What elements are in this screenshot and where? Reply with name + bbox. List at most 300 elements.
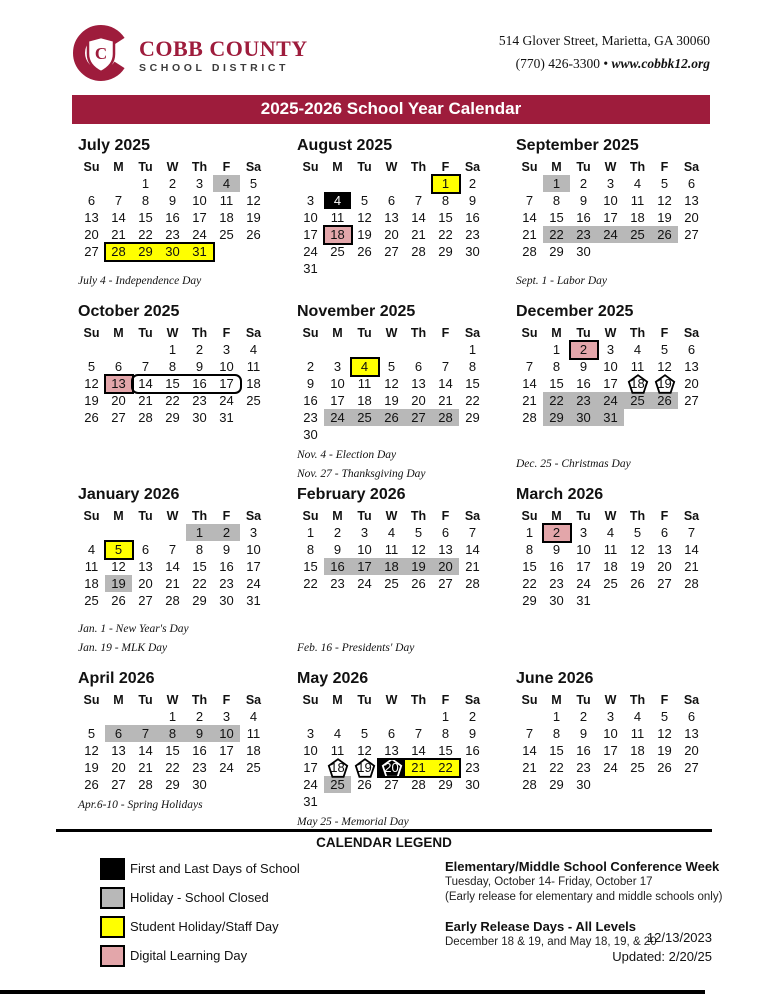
day-number: 30: [576, 777, 591, 792]
day-cell: [432, 392, 459, 409]
day-cell: [297, 725, 324, 742]
day-number: 27: [111, 410, 126, 425]
day-number: 17: [603, 743, 618, 758]
legend-item: [100, 916, 445, 938]
day-number: 11: [603, 542, 618, 557]
revision-dates: [612, 928, 712, 966]
day-number: 27: [84, 244, 99, 259]
legend-swatch-black: [100, 858, 125, 880]
day-cell: [597, 192, 624, 209]
day-cell: [516, 226, 543, 243]
day-cell: [516, 243, 543, 260]
day-number: 9: [579, 726, 588, 741]
day-number: 20: [657, 559, 672, 574]
day-cell: [186, 541, 213, 558]
empty-cell: [132, 341, 159, 358]
dates-grid: [516, 341, 706, 426]
day-number: 30: [576, 244, 591, 259]
day-number: 15: [303, 559, 318, 574]
weekday-label: Su: [521, 693, 538, 707]
empty-cell: [105, 708, 132, 725]
day-cell: [324, 725, 351, 742]
day-cell: [297, 243, 324, 260]
day-number: 30: [165, 244, 180, 259]
weekday-label: W: [166, 693, 179, 707]
day-cell: [405, 742, 432, 759]
day-number: 4: [606, 525, 615, 540]
day-number: 16: [576, 743, 591, 758]
empty-cell: [405, 175, 432, 192]
day-cell: [624, 708, 651, 725]
day-number: 9: [468, 726, 477, 741]
day-cell: [213, 541, 240, 558]
day-cell: [240, 192, 267, 209]
day-cell: [624, 558, 651, 575]
weekday-label: F: [222, 326, 231, 340]
day-number: 19: [384, 393, 399, 408]
day-cell: [186, 409, 213, 426]
day-number: 21: [138, 760, 153, 775]
day-cell: [597, 708, 624, 725]
day-number: 20: [384, 760, 399, 775]
day-cell: [570, 759, 597, 776]
day-cell: [351, 725, 378, 742]
day-cell: [78, 575, 105, 592]
day-number: 19: [84, 760, 99, 775]
day-cell: [678, 209, 705, 226]
legend-divider: [56, 829, 712, 832]
weekday-label: F: [441, 326, 450, 340]
day-number: 23: [192, 393, 207, 408]
weekday-header-row: [297, 159, 487, 175]
month-note: Jan. 19 - MLK Day: [78, 642, 168, 654]
weekday-label: Tu: [138, 693, 153, 707]
day-number: 14: [111, 210, 126, 225]
day-cell: [324, 375, 351, 392]
day-number: 13: [84, 210, 99, 225]
page-title: 2025-2026 School Year Calendar: [260, 99, 522, 118]
day-number: 18: [84, 576, 99, 591]
day-cell: [132, 358, 159, 375]
day-number: 26: [357, 244, 372, 259]
day-number: 4: [633, 342, 642, 357]
day-number: 6: [660, 525, 669, 540]
day-number: 21: [465, 559, 480, 574]
day-number: 26: [84, 777, 99, 792]
day-cell: [240, 524, 267, 541]
weekday-header-row: [78, 159, 268, 175]
day-number: 15: [549, 376, 564, 391]
day-number: 22: [465, 393, 480, 408]
day-cell: [159, 243, 186, 260]
day-cell: [570, 708, 597, 725]
day-number: 3: [249, 525, 258, 540]
day-cell: [543, 575, 570, 592]
day-cell: [78, 243, 105, 260]
cobb-county-logo: [72, 24, 308, 87]
day-cell: [570, 209, 597, 226]
empty-cell: [105, 524, 132, 541]
month-notes: [297, 810, 487, 829]
day-number: 23: [549, 576, 564, 591]
day-cell: [213, 524, 240, 541]
day-number: 9: [306, 376, 315, 391]
weekday-header-row: [78, 692, 268, 708]
day-cell: [378, 541, 405, 558]
day-cell: [324, 776, 351, 793]
weekday-label: F: [441, 509, 450, 523]
day-cell: [159, 575, 186, 592]
day-cell: [240, 558, 267, 575]
month-september-2025: [516, 136, 706, 302]
month-title: August 2025: [297, 137, 393, 154]
day-cell: [78, 192, 105, 209]
day-cell: [132, 175, 159, 192]
day-number: 31: [576, 593, 591, 608]
empty-cell: [516, 341, 543, 358]
weekday-label: F: [660, 160, 669, 174]
empty-cell: [105, 341, 132, 358]
day-number: 5: [360, 726, 369, 741]
day-number: 9: [222, 542, 231, 557]
day-number: 7: [525, 193, 534, 208]
day-cell: [432, 409, 459, 426]
day-number: 7: [525, 359, 534, 374]
day-number: 20: [684, 743, 699, 758]
day-cell: [516, 742, 543, 759]
revision-date: 12/13/2023: [646, 930, 712, 945]
legend-note-line: (Early release for elementary and middle schools only): [445, 890, 723, 903]
day-cell: [597, 358, 624, 375]
day-number: 26: [630, 576, 645, 591]
day-cell: [459, 776, 486, 793]
day-number: 18: [384, 559, 399, 574]
month-note: May 25 - Memorial Day: [297, 816, 409, 828]
day-number: 24: [603, 227, 618, 242]
day-cell: [324, 558, 351, 575]
day-cell: [624, 725, 651, 742]
dates-grid: [516, 175, 706, 260]
day-cell: [324, 742, 351, 759]
weekday-header-row: [297, 692, 487, 708]
empty-cell: [105, 175, 132, 192]
day-number: 22: [192, 576, 207, 591]
day-number: 11: [219, 193, 234, 208]
weekday-header-row: [516, 325, 706, 341]
day-cell: [324, 226, 351, 243]
month-title: November 2025: [297, 303, 416, 320]
day-cell: [186, 226, 213, 243]
day-number: 11: [630, 359, 645, 374]
day-number: 19: [357, 760, 372, 775]
day-number: 19: [111, 576, 126, 591]
day-number: 2: [579, 342, 588, 357]
day-number: 13: [111, 376, 126, 391]
empty-cell: [78, 708, 105, 725]
day-number: 15: [165, 376, 180, 391]
day-number: 18: [630, 743, 645, 758]
empty-cell: [324, 708, 351, 725]
day-cell: [159, 375, 186, 392]
day-cell: [159, 209, 186, 226]
day-cell: [297, 776, 324, 793]
day-number: 31: [219, 410, 234, 425]
day-cell: [378, 575, 405, 592]
day-number: 5: [414, 525, 423, 540]
day-number: 18: [630, 376, 645, 391]
day-number: 8: [441, 193, 450, 208]
day-number: 12: [84, 376, 99, 391]
day-cell: [213, 375, 240, 392]
day-cell: [297, 409, 324, 426]
day-cell: [678, 375, 705, 392]
day-number: 4: [387, 525, 396, 540]
day-number: 24: [603, 393, 618, 408]
day-cell: [624, 742, 651, 759]
day-number: 12: [384, 376, 399, 391]
day-cell: [597, 392, 624, 409]
weekday-label: M: [113, 326, 124, 340]
day-number: 19: [657, 210, 672, 225]
day-number: 12: [630, 542, 645, 557]
weekday-label: Tu: [138, 509, 153, 523]
day-cell: [651, 759, 678, 776]
day-cell: [186, 592, 213, 609]
day-cell: [378, 742, 405, 759]
day-cell: [159, 725, 186, 742]
day-cell: [432, 375, 459, 392]
weekday-label: M: [113, 509, 124, 523]
day-number: 7: [141, 359, 150, 374]
empty-cell: [351, 341, 378, 358]
day-number: 27: [684, 760, 699, 775]
day-cell: [459, 392, 486, 409]
day-number: 14: [411, 743, 426, 758]
day-cell: [543, 742, 570, 759]
day-number: 24: [192, 227, 207, 242]
weekday-label: M: [113, 160, 124, 174]
day-number: 5: [114, 542, 123, 557]
day-number: 27: [111, 777, 126, 792]
day-cell: [324, 409, 351, 426]
empty-cell: [297, 175, 324, 192]
day-number: 18: [246, 743, 261, 758]
day-number: 4: [633, 709, 642, 724]
day-cell: [105, 192, 132, 209]
day-cell: [297, 209, 324, 226]
day-cell: [597, 759, 624, 776]
day-cell: [186, 209, 213, 226]
day-cell: [543, 192, 570, 209]
day-number: 22: [549, 393, 564, 408]
day-cell: [240, 725, 267, 742]
day-cell: [240, 759, 267, 776]
day-number: 26: [246, 227, 261, 242]
empty-cell: [405, 708, 432, 725]
day-cell: [186, 341, 213, 358]
day-number: 3: [306, 726, 315, 741]
day-cell: [516, 725, 543, 742]
day-cell: [240, 175, 267, 192]
day-cell: [159, 558, 186, 575]
day-number: 13: [384, 743, 399, 758]
day-number: 22: [522, 576, 537, 591]
day-number: 14: [165, 559, 180, 574]
weekday-label: Th: [629, 693, 646, 707]
day-number: 15: [465, 376, 480, 391]
day-cell: [213, 558, 240, 575]
day-cell: [651, 392, 678, 409]
weekday-label: Sa: [245, 509, 262, 523]
month-march-2026: [516, 485, 706, 669]
day-number: 3: [579, 525, 588, 540]
day-cell: [378, 725, 405, 742]
day-number: 5: [87, 359, 96, 374]
day-number: 28: [522, 244, 537, 259]
day-cell: [213, 226, 240, 243]
legend-swatch-gray: [100, 887, 125, 909]
legend-note-heading: Early Release Days - All Levels: [445, 918, 637, 934]
day-number: 22: [303, 576, 318, 591]
day-number: 17: [330, 393, 345, 408]
day-number: 7: [168, 542, 177, 557]
weekday-label: M: [551, 509, 562, 523]
legend-label: First and Last Days of School: [130, 861, 300, 876]
day-number: 15: [192, 559, 207, 574]
dates-area: [516, 524, 706, 609]
day-number: 20: [411, 393, 426, 408]
day-number: 13: [657, 542, 672, 557]
day-number: 13: [684, 359, 699, 374]
day-number: 21: [111, 227, 126, 242]
weekday-label: Sa: [683, 160, 700, 174]
legend-note-line: December 18 & 19, and May 18, 19, & 20: [445, 935, 657, 948]
day-cell: [351, 776, 378, 793]
day-number: 24: [246, 576, 261, 591]
weekday-label: Th: [191, 326, 208, 340]
day-number: 11: [357, 376, 372, 391]
weekday-label: Sa: [464, 326, 481, 340]
day-cell: [105, 541, 132, 558]
day-number: 5: [660, 709, 669, 724]
day-cell: [159, 776, 186, 793]
day-number: 17: [192, 210, 207, 225]
day-cell: [78, 776, 105, 793]
day-cell: [459, 226, 486, 243]
weekday-label: W: [166, 509, 179, 523]
day-number: 1: [525, 525, 534, 540]
dates-grid: [297, 708, 487, 810]
month-august-2025: [297, 136, 487, 302]
day-cell: [378, 759, 405, 776]
day-cell: [78, 392, 105, 409]
day-cell: [459, 409, 486, 426]
day-cell: [297, 392, 324, 409]
day-cell: [597, 725, 624, 742]
dates-area: [78, 524, 268, 609]
day-cell: [78, 725, 105, 742]
day-number: 1: [468, 342, 477, 357]
day-number: 8: [552, 726, 561, 741]
weekday-label: M: [332, 509, 343, 523]
day-cell: [543, 776, 570, 793]
day-number: 22: [138, 227, 153, 242]
day-cell: [186, 708, 213, 725]
day-number: 9: [333, 542, 342, 557]
day-cell: [405, 541, 432, 558]
day-cell: [405, 358, 432, 375]
day-number: 1: [552, 342, 561, 357]
day-number: 26: [384, 410, 399, 425]
day-number: 8: [168, 359, 177, 374]
day-cell: [159, 541, 186, 558]
day-number: 28: [438, 410, 453, 425]
day-number: 19: [657, 376, 672, 391]
day-cell: [624, 524, 651, 541]
day-cell: [78, 209, 105, 226]
day-cell: [351, 541, 378, 558]
day-number: 24: [576, 576, 591, 591]
day-number: 27: [657, 576, 672, 591]
day-cell: [105, 358, 132, 375]
day-number: 27: [438, 576, 453, 591]
day-cell: [678, 742, 705, 759]
day-cell: [78, 558, 105, 575]
weekday-label: F: [222, 160, 231, 174]
day-cell: [516, 192, 543, 209]
day-number: 25: [630, 393, 645, 408]
day-cell: [570, 341, 597, 358]
day-cell: [651, 541, 678, 558]
weekday-label: Su: [302, 693, 319, 707]
day-cell: [132, 592, 159, 609]
day-cell: [651, 226, 678, 243]
day-cell: [105, 776, 132, 793]
month-june-2026: [516, 669, 706, 819]
month-title: June 2026: [516, 670, 594, 687]
day-cell: [78, 592, 105, 609]
day-cell: [624, 575, 651, 592]
day-cell: [351, 759, 378, 776]
day-number: 13: [438, 542, 453, 557]
day-number: 4: [633, 176, 642, 191]
day-cell: [597, 524, 624, 541]
day-number: 20: [84, 227, 99, 242]
day-cell: [132, 776, 159, 793]
day-number: 26: [411, 576, 426, 591]
day-cell: [240, 592, 267, 609]
day-number: 8: [552, 359, 561, 374]
weekday-label: M: [332, 693, 343, 707]
dates-area: [297, 175, 487, 277]
day-cell: [78, 226, 105, 243]
day-number: 25: [219, 227, 234, 242]
month-note: Nov. 4 - Election Day: [297, 449, 397, 461]
weekday-label: Sa: [683, 693, 700, 707]
day-number: 8: [141, 193, 150, 208]
empty-cell: [516, 708, 543, 725]
day-number: 10: [219, 726, 234, 741]
day-number: 31: [192, 244, 207, 259]
org-subtitle: SCHOOL DISTRICT: [139, 61, 290, 74]
day-cell: [351, 575, 378, 592]
weekday-label: Th: [191, 509, 208, 523]
empty-cell: [78, 524, 105, 541]
month-notes: [516, 452, 706, 471]
weekday-label: Su: [521, 509, 538, 523]
day-cell: [78, 375, 105, 392]
day-cell: [378, 358, 405, 375]
